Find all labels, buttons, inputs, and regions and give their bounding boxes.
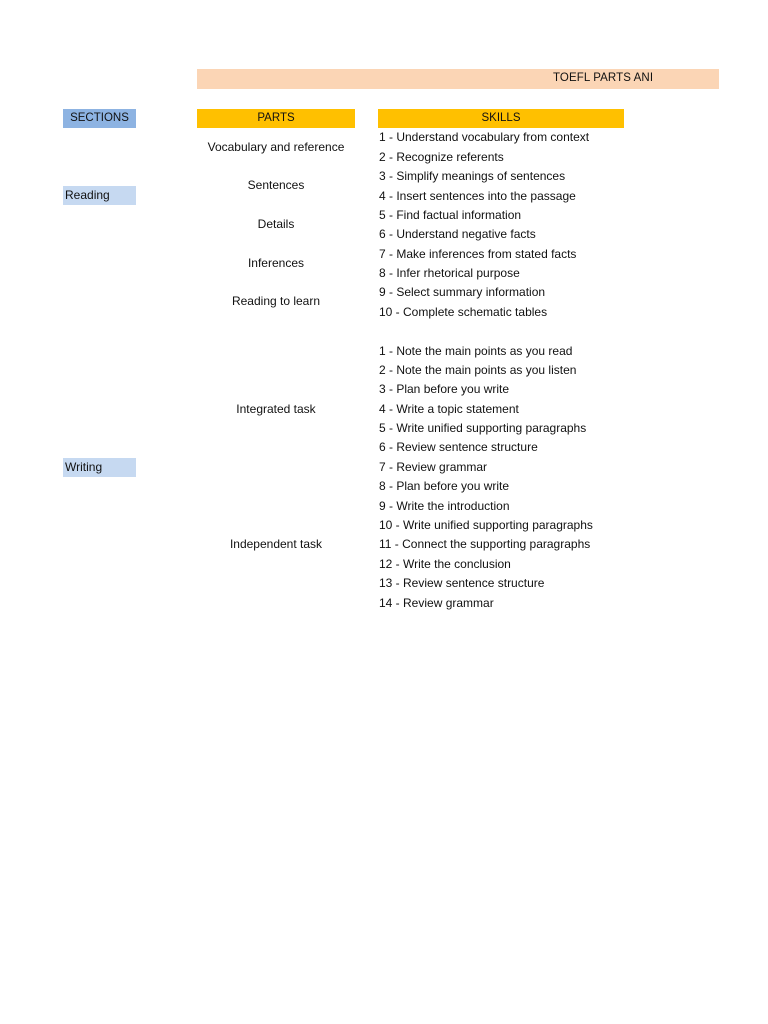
sections-header: SECTIONS (63, 109, 136, 128)
part-sentences: Sentences (247, 178, 305, 192)
reading-skill-item: 8 - Infer rhetorical purpose (379, 266, 520, 280)
reading-skill-item: 4 - Insert sentences into the passage (379, 189, 576, 203)
reading-skill-item: 7 - Make inferences from stated facts (379, 247, 577, 261)
title-bar (197, 69, 719, 89)
writing-skill-item: 5 - Write unified supporting paragraphs (379, 421, 587, 435)
reading-skill-item: 6 - Understand negative facts (379, 227, 536, 241)
sheet-title: TOEFL PARTS ANI (553, 72, 654, 84)
writing-skill-item: 7 - Review grammar (379, 460, 488, 474)
reading-skill-item: 10 - Complete schematic tables (379, 305, 548, 319)
writing-skill-item: 11 - Connect the supporting paragraphs (379, 537, 591, 551)
writing-skill-item: 13 - Review sentence structure (379, 576, 545, 590)
part-independent-task: Independent task (229, 537, 323, 551)
part-reading-to-learn: Reading to learn (231, 294, 321, 308)
reading-skill-item: 5 - Find factual information (379, 208, 522, 222)
writing-skill-item: 14 - Review grammar (379, 596, 494, 610)
writing-skill-item: 6 - Review sentence structure (379, 440, 538, 454)
writing-skill-item: 10 - Write unified supporting paragraphs (379, 518, 593, 532)
part-inferences: Inferences (247, 256, 305, 270)
writing-skill-item: 2 - Note the main points as you listen (379, 363, 577, 377)
part-details: Details (257, 217, 295, 231)
part-vocabulary-and-reference: Vocabulary and reference (207, 140, 345, 154)
writing-skill-item: 3 - Plan before you write (379, 382, 510, 396)
reading-skill-item: 3 - Simplify meanings of sentences (379, 169, 566, 183)
reading-skill-item: 9 - Select summary information (379, 285, 546, 299)
parts-header: PARTS (197, 109, 355, 128)
section-writing: Writing (63, 458, 136, 477)
writing-skill-item: 9 - Write the introduction (379, 499, 510, 513)
writing-skill-item: 12 - Write the conclusion (379, 557, 511, 571)
writing-skill-item: 4 - Write a topic statement (379, 402, 519, 416)
writing-skill-item: 8 - Plan before you write (379, 479, 510, 493)
section-reading: Reading (63, 186, 136, 205)
reading-skill-item: 2 - Recognize referents (379, 150, 504, 164)
reading-skill-item: 1 - Understand vocabulary from context (379, 130, 590, 144)
skills-header: SKILLS (378, 109, 624, 128)
writing-skill-item: 1 - Note the main points as you read (379, 344, 573, 358)
part-integrated-task: Integrated task (236, 402, 316, 416)
